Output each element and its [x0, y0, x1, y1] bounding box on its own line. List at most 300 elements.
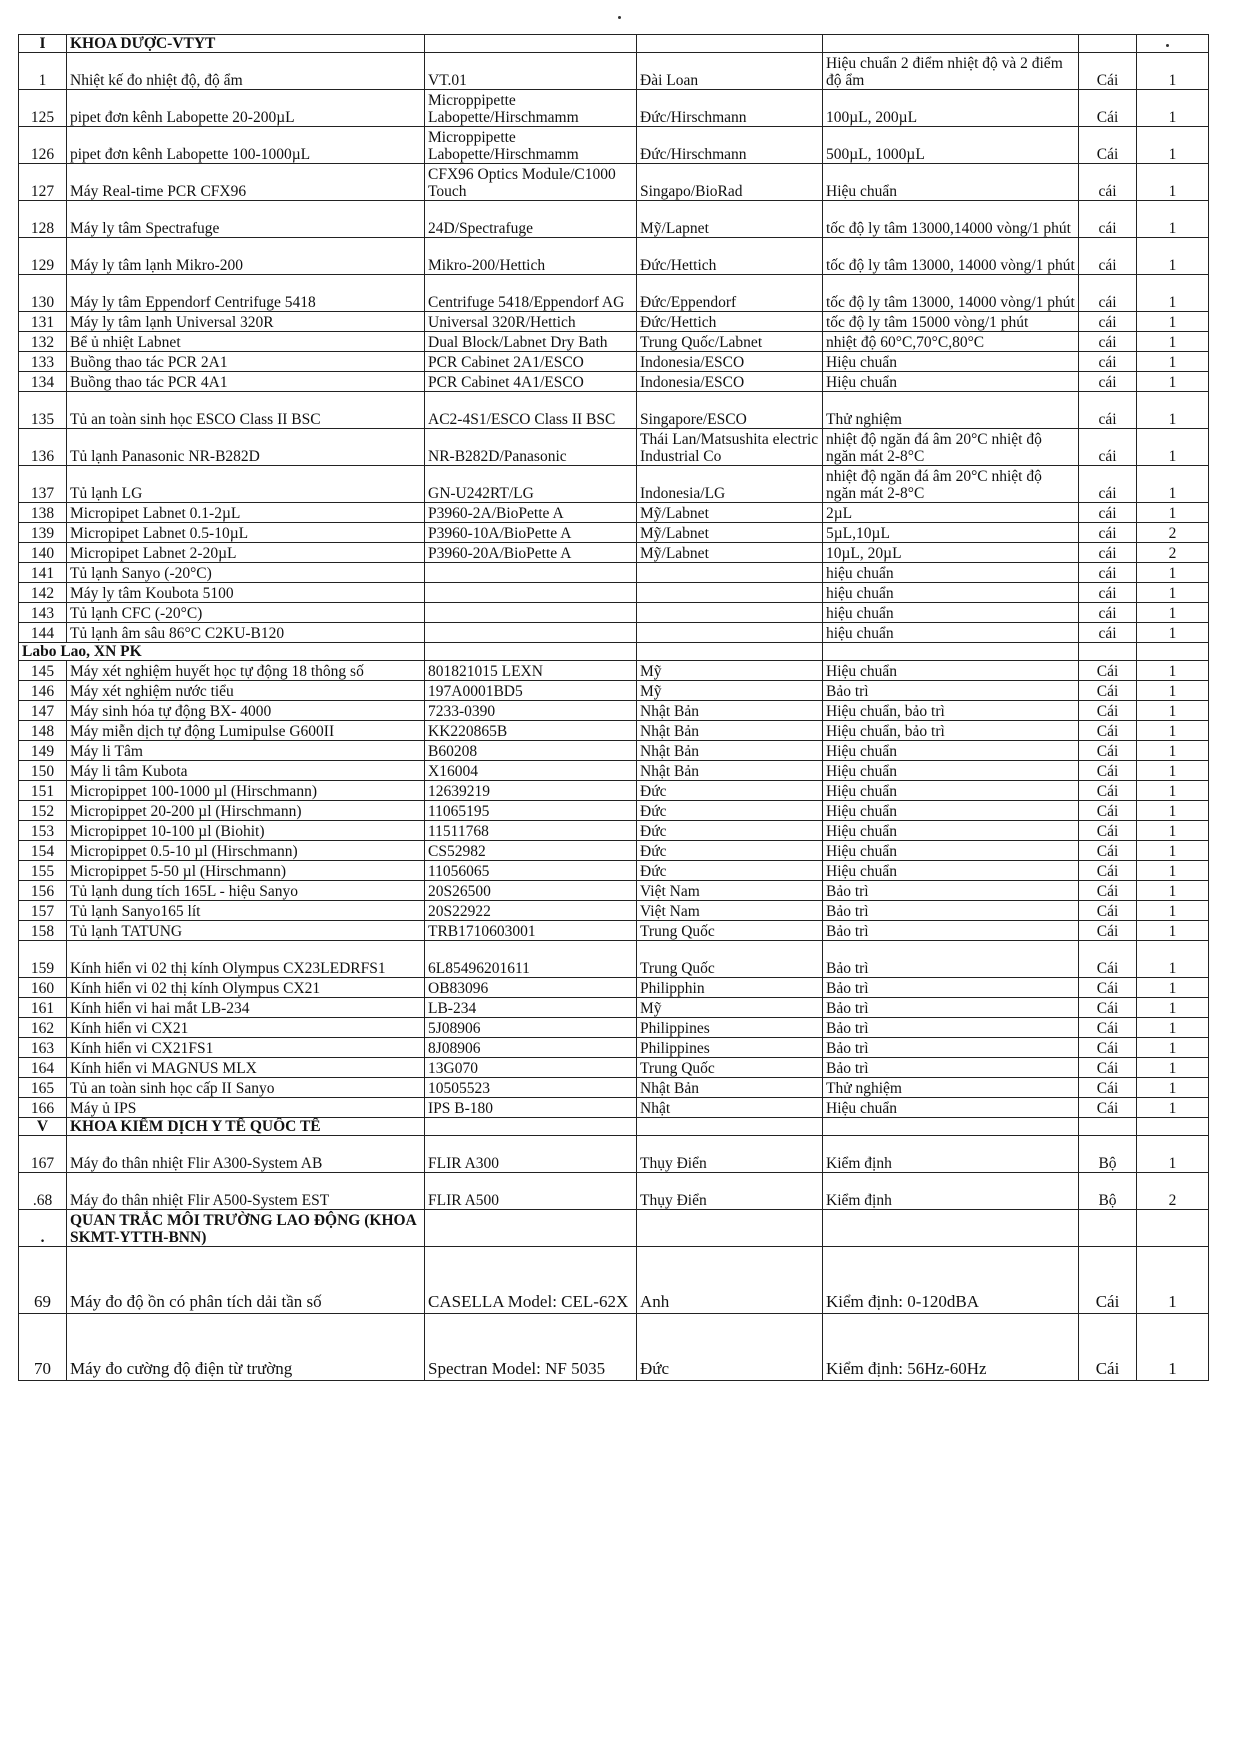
- equipment-name-cell: Nhiệt kế đo nhiệt độ, độ ẩm: [67, 53, 425, 90]
- equipment-name-cell: Tủ lạnh CFC (-20°C): [67, 603, 425, 623]
- unit-cell: Cái: [1079, 53, 1137, 90]
- equipment-name-cell: Máy ly tâm lạnh Universal 320R: [67, 312, 425, 332]
- model-serial-cell: CASELLA Model: CEL-62X: [425, 1247, 637, 1314]
- unit-cell: cái: [1079, 623, 1137, 643]
- table-row: [19, 466, 1209, 503]
- quantity-cell: 1: [1137, 681, 1209, 701]
- table-row: [19, 721, 1209, 741]
- row-number-cell: 146: [19, 681, 67, 701]
- service-spec-cell: Kiểm định: [823, 1136, 1079, 1173]
- model-serial-cell: GN-U242RT/LG: [425, 466, 637, 503]
- row-number-cell: 143: [19, 603, 67, 623]
- origin-cell: Đài Loan: [637, 53, 823, 90]
- service-spec-cell: Hiệu chuẩn: [823, 761, 1079, 781]
- origin-cell: Đức/Hettich: [637, 238, 823, 275]
- unit-cell: Cái: [1079, 761, 1137, 781]
- equipment-name-cell: Micropippet 20-200 µl (Hirschmann): [67, 801, 425, 821]
- unit-cell: cái: [1079, 275, 1137, 312]
- quantity-cell: 1: [1137, 238, 1209, 275]
- origin-cell: [637, 1210, 823, 1247]
- origin-cell: Indonesia/ESCO: [637, 352, 823, 372]
- row-number-cell: 161: [19, 998, 67, 1018]
- row-number-cell: 152: [19, 801, 67, 821]
- equipment-name-cell: Máy đo cường độ điện từ trường: [67, 1314, 425, 1381]
- quantity-cell: 1: [1137, 1247, 1209, 1314]
- service-spec-cell: Hiệu chuẩn: [823, 1098, 1079, 1118]
- equipment-name-cell: Micropipet Labnet 0.5-10µL: [67, 523, 425, 543]
- quantity-cell: 1: [1137, 623, 1209, 643]
- origin-cell: Mỹ/Labnet: [637, 503, 823, 523]
- service-spec-cell: 500µL, 1000µL: [823, 127, 1079, 164]
- origin-cell: Đức/Eppendorf: [637, 275, 823, 312]
- table-row: [19, 741, 1209, 761]
- quantity-cell: 1: [1137, 164, 1209, 201]
- table-row: [19, 429, 1209, 466]
- model-serial-cell: FLIR A500: [425, 1173, 637, 1210]
- unit-cell: cái: [1079, 563, 1137, 583]
- origin-cell: Việt Nam: [637, 881, 823, 901]
- unit-cell: Cái: [1079, 861, 1137, 881]
- equipment-name-cell: Tủ lạnh dung tích 165L - hiệu Sanyo: [67, 881, 425, 901]
- origin-cell: Singapo/BioRad: [637, 164, 823, 201]
- quantity-cell: 2: [1137, 543, 1209, 563]
- service-spec-cell: [823, 35, 1079, 53]
- model-serial-cell: P3960-20A/BioPette A: [425, 543, 637, 563]
- unit-cell: Cái: [1079, 841, 1137, 861]
- table-row: [19, 821, 1209, 841]
- row-number-cell: 162: [19, 1018, 67, 1038]
- unit-cell: Cái: [1079, 1247, 1137, 1314]
- unit-cell: Bộ: [1079, 1136, 1137, 1173]
- model-serial-cell: CS52982: [425, 841, 637, 861]
- origin-cell: Trung Quốc: [637, 1058, 823, 1078]
- model-serial-cell: Microppipette Labopette/Hirschmamm: [425, 90, 637, 127]
- equipment-name-cell: Máy đo thân nhiệt Flir A300-System AB: [67, 1136, 425, 1173]
- quantity-cell: 1: [1137, 978, 1209, 998]
- origin-cell: Nhật Bản: [637, 701, 823, 721]
- service-spec-cell: hiệu chuẩn: [823, 623, 1079, 643]
- quantity-cell: 1: [1137, 603, 1209, 623]
- quantity-cell: 1: [1137, 372, 1209, 392]
- unit-cell: cái: [1079, 372, 1137, 392]
- origin-cell: [637, 583, 823, 603]
- quantity-cell: 1: [1137, 127, 1209, 164]
- quantity-cell: 1: [1137, 921, 1209, 941]
- section-row: [19, 1118, 1209, 1136]
- service-spec-cell: Thử nghiệm: [823, 392, 1079, 429]
- equipment-name-cell: Micropippet 5-50 µl (Hirschmann): [67, 861, 425, 881]
- quantity-cell: 1: [1137, 1314, 1209, 1381]
- model-serial-cell: [425, 643, 637, 661]
- equipment-name-cell: Máy miễn dịch tự động Lumipulse G600II: [67, 721, 425, 741]
- service-spec-cell: Hiệu chuẩn: [823, 801, 1079, 821]
- quantity-cell: 1: [1137, 312, 1209, 332]
- row-number-cell: 141: [19, 563, 67, 583]
- table-row: [19, 1136, 1209, 1173]
- service-spec-cell: Thử nghiệm: [823, 1078, 1079, 1098]
- origin-cell: Indonesia/ESCO: [637, 372, 823, 392]
- equipment-name-cell: Bể ủ nhiệt Labnet: [67, 332, 425, 352]
- model-serial-cell: FLIR A300: [425, 1136, 637, 1173]
- equipment-name-cell: Kính hiển vi 02 thị kính Olympus CX23LEDRFS1: [67, 941, 425, 978]
- quantity-cell: [1137, 643, 1209, 661]
- unit-cell: cái: [1079, 312, 1137, 332]
- table-row: [19, 523, 1209, 543]
- model-serial-cell: [425, 1118, 637, 1136]
- equipment-name-cell: Máy xét nghiệm nước tiểu: [67, 681, 425, 701]
- unit-cell: Cái: [1079, 998, 1137, 1018]
- origin-cell: Mỹ/Labnet: [637, 523, 823, 543]
- equipment-name-cell: Buồng thao tác PCR 4A1: [67, 372, 425, 392]
- table-row: [19, 623, 1209, 643]
- table-row: [19, 352, 1209, 372]
- table-row: [19, 53, 1209, 90]
- model-serial-cell: P3960-10A/BioPette A: [425, 523, 637, 543]
- equipment-name-cell: Micropipet Labnet 2-20µL: [67, 543, 425, 563]
- row-number-cell: 154: [19, 841, 67, 861]
- model-serial-cell: PCR Cabinet 4A1/ESCO: [425, 372, 637, 392]
- row-number-cell: 129: [19, 238, 67, 275]
- quantity-cell: 1: [1137, 821, 1209, 841]
- quantity-cell: 1: [1137, 861, 1209, 881]
- service-spec-cell: Hiệu chuẩn: [823, 164, 1079, 201]
- origin-cell: Đức: [637, 841, 823, 861]
- row-number-cell: 140: [19, 543, 67, 563]
- service-spec-cell: Kiểm định: 0-120dBA: [823, 1247, 1079, 1314]
- row-number-cell: 165: [19, 1078, 67, 1098]
- service-spec-cell: tốc độ ly tâm 13000,14000 vòng/1 phút: [823, 201, 1079, 238]
- service-spec-cell: nhiệt độ 60°C,70°C,80°C: [823, 332, 1079, 352]
- equipment-name-cell: Máy đo độ ồn có phân tích dải tần số: [67, 1247, 425, 1314]
- unit-cell: Cái: [1079, 661, 1137, 681]
- quantity-cell: 1: [1137, 1136, 1209, 1173]
- service-spec-cell: Bảo trì: [823, 881, 1079, 901]
- section-title: Labo Lao, XN PK: [19, 643, 425, 661]
- quantity-cell: 1: [1137, 563, 1209, 583]
- service-spec-cell: [823, 1118, 1079, 1136]
- unit-cell: Cái: [1079, 901, 1137, 921]
- unit-cell: Cái: [1079, 90, 1137, 127]
- unit-cell: Cái: [1079, 1058, 1137, 1078]
- origin-cell: Philippines: [637, 1018, 823, 1038]
- origin-cell: [637, 603, 823, 623]
- equipment-name-cell: Tủ lạnh LG: [67, 466, 425, 503]
- service-spec-cell: Bảo trì: [823, 1038, 1079, 1058]
- table-row: [19, 1078, 1209, 1098]
- unit-cell: cái: [1079, 392, 1137, 429]
- section-row: [19, 1210, 1209, 1247]
- unit-cell: cái: [1079, 164, 1137, 201]
- model-serial-cell: 11065195: [425, 801, 637, 821]
- row-number-cell: 137: [19, 466, 67, 503]
- unit-cell: Cái: [1079, 1038, 1137, 1058]
- table-row: [19, 332, 1209, 352]
- equipment-name-cell: Kính hiển vi 02 thị kính Olympus CX21: [67, 978, 425, 998]
- equipment-name-cell: Máy xét nghiệm huyết học tự động 18 thông số: [67, 661, 425, 681]
- unit-cell: [1079, 1210, 1137, 1247]
- service-spec-cell: 10µL, 20µL: [823, 543, 1079, 563]
- quantity-cell: 2: [1137, 523, 1209, 543]
- origin-cell: Philipphin: [637, 978, 823, 998]
- model-serial-cell: 11056065: [425, 861, 637, 881]
- model-serial-cell: 7233-0390: [425, 701, 637, 721]
- model-serial-cell: 12639219: [425, 781, 637, 801]
- model-serial-cell: Universal 320R/Hettich: [425, 312, 637, 332]
- service-spec-cell: Hiệu chuẩn: [823, 661, 1079, 681]
- quantity-cell: 1: [1137, 503, 1209, 523]
- table-row: [19, 861, 1209, 881]
- quantity-cell: 1: [1137, 701, 1209, 721]
- quantity-cell: 1: [1137, 781, 1209, 801]
- equipment-name-cell: Kính hiển vi CX21: [67, 1018, 425, 1038]
- origin-cell: Thụy Điển: [637, 1136, 823, 1173]
- origin-cell: Mỹ: [637, 681, 823, 701]
- service-spec-cell: Hiệu chuẩn: [823, 821, 1079, 841]
- service-spec-cell: Hiệu chuẩn: [823, 861, 1079, 881]
- quantity-cell: 1: [1137, 53, 1209, 90]
- quantity-cell: 1: [1137, 998, 1209, 1018]
- unit-cell: [1079, 643, 1137, 661]
- unit-cell: Cái: [1079, 978, 1137, 998]
- table-row: [19, 127, 1209, 164]
- unit-cell: Cái: [1079, 1078, 1137, 1098]
- table-row: [19, 392, 1209, 429]
- row-number-cell: 138: [19, 503, 67, 523]
- row-number-cell: 135: [19, 392, 67, 429]
- row-number-cell: V: [19, 1118, 67, 1136]
- row-number-cell: 149: [19, 741, 67, 761]
- quantity-cell: 1: [1137, 352, 1209, 372]
- row-number-cell: 163: [19, 1038, 67, 1058]
- origin-cell: Đức/Hirschmann: [637, 127, 823, 164]
- section-row: [19, 35, 1209, 53]
- row-number-cell: 160: [19, 978, 67, 998]
- model-serial-cell: IPS B-180: [425, 1098, 637, 1118]
- quantity-cell: [1137, 1210, 1209, 1247]
- equipment-table: [18, 34, 1209, 1381]
- section-row: [19, 643, 1209, 661]
- table-row: [19, 921, 1209, 941]
- origin-cell: Mỹ: [637, 661, 823, 681]
- model-serial-cell: 5J08906: [425, 1018, 637, 1038]
- service-spec-cell: 5µL,10µL: [823, 523, 1079, 543]
- model-serial-cell: AC2-4S1/ESCO Class II BSC: [425, 392, 637, 429]
- equipment-name-cell: Kính hiển vi CX21FS1: [67, 1038, 425, 1058]
- table-row: [19, 781, 1209, 801]
- row-number-cell: 153: [19, 821, 67, 841]
- table-row: [19, 1098, 1209, 1118]
- model-serial-cell: KK220865B: [425, 721, 637, 741]
- origin-cell: Thái Lan/Matsushita electric Industrial Co: [637, 429, 823, 466]
- model-serial-cell: 13G070: [425, 1058, 637, 1078]
- quantity-cell: 1: [1137, 332, 1209, 352]
- quantity-cell: 1: [1137, 583, 1209, 603]
- quantity-cell: 1: [1137, 1058, 1209, 1078]
- unit-cell: Cái: [1079, 1098, 1137, 1118]
- model-serial-cell: OB83096: [425, 978, 637, 998]
- row-number-cell: 130: [19, 275, 67, 312]
- model-serial-cell: 24D/Spectrafuge: [425, 201, 637, 238]
- row-number-cell: I: [19, 35, 67, 53]
- equipment-name-cell: pipet đơn kênh Labopette 20-200µL: [67, 90, 425, 127]
- row-number-cell: 164: [19, 1058, 67, 1078]
- equipment-name-cell: Tủ lạnh Sanyo165 lít: [67, 901, 425, 921]
- row-number-cell: 159: [19, 941, 67, 978]
- service-spec-cell: nhiệt độ ngăn đá âm 20°C nhiệt độ ngăn mát 2-8°C: [823, 466, 1079, 503]
- table-row: [19, 901, 1209, 921]
- model-serial-cell: [425, 583, 637, 603]
- quantity-cell: 1: [1137, 881, 1209, 901]
- service-spec-cell: Hiệu chuẩn: [823, 372, 1079, 392]
- service-spec-cell: 100µL, 200µL: [823, 90, 1079, 127]
- row-number-cell: 133: [19, 352, 67, 372]
- equipment-name-cell: Micropippet 10-100 µl (Biohit): [67, 821, 425, 841]
- scan-speck: [618, 16, 621, 19]
- table-row: [19, 661, 1209, 681]
- table-row: [19, 583, 1209, 603]
- row-number-cell: 166: [19, 1098, 67, 1118]
- model-serial-cell: Mikro-200/Hettich: [425, 238, 637, 275]
- quantity-cell: 2: [1137, 1173, 1209, 1210]
- unit-cell: Cái: [1079, 1314, 1137, 1381]
- row-number-cell: 136: [19, 429, 67, 466]
- equipment-name-cell: Máy li Tâm: [67, 741, 425, 761]
- equipment-name-cell: Tủ lạnh âm sâu 86°C C2KU-B120: [67, 623, 425, 643]
- origin-cell: Philippines: [637, 1038, 823, 1058]
- equipment-name-cell: Buồng thao tác PCR 2A1: [67, 352, 425, 372]
- origin-cell: Nhật Bản: [637, 1078, 823, 1098]
- model-serial-cell: Spectran Model: NF 5035: [425, 1314, 637, 1381]
- quantity-cell: 1: [1137, 275, 1209, 312]
- row-number-cell: 70: [19, 1314, 67, 1381]
- service-spec-cell: hiệu chuẩn: [823, 603, 1079, 623]
- row-number-cell: 156: [19, 881, 67, 901]
- unit-cell: Cái: [1079, 127, 1137, 164]
- equipment-name-cell: Máy ly tâm Spectrafuge: [67, 201, 425, 238]
- service-spec-cell: 2µL: [823, 503, 1079, 523]
- origin-cell: Mỹ: [637, 998, 823, 1018]
- model-serial-cell: 6L85496201611: [425, 941, 637, 978]
- unit-cell: cái: [1079, 523, 1137, 543]
- model-serial-cell: Dual Block/Labnet Dry Bath: [425, 332, 637, 352]
- row-number-cell: 155: [19, 861, 67, 881]
- equipment-name-cell: pipet đơn kênh Labopette 100-1000µL: [67, 127, 425, 164]
- row-number-cell: 151: [19, 781, 67, 801]
- service-spec-cell: hiệu chuẩn: [823, 583, 1079, 603]
- row-number-cell: 128: [19, 201, 67, 238]
- inventory-sheet: [18, 34, 1208, 1381]
- quantity-cell: 1: [1137, 941, 1209, 978]
- row-number-cell: 148: [19, 721, 67, 741]
- model-serial-cell: LB-234: [425, 998, 637, 1018]
- quantity-cell: 1: [1137, 392, 1209, 429]
- unit-cell: cái: [1079, 332, 1137, 352]
- origin-cell: [637, 1118, 823, 1136]
- service-spec-cell: Hiệu chuẩn 2 điểm nhiệt độ và 2 điểm độ ẩm: [823, 53, 1079, 90]
- row-number-cell: 125: [19, 90, 67, 127]
- service-spec-cell: tốc độ ly tâm 13000, 14000 vòng/1 phút: [823, 238, 1079, 275]
- quantity-cell: 1: [1137, 429, 1209, 466]
- equipment-table-body: [19, 35, 1209, 1381]
- origin-cell: Nhật Bản: [637, 721, 823, 741]
- row-number-cell: .: [19, 1210, 67, 1247]
- model-serial-cell: 8J08906: [425, 1038, 637, 1058]
- row-number-cell: 132: [19, 332, 67, 352]
- service-spec-cell: Hiệu chuẩn, bảo trì: [823, 701, 1079, 721]
- quantity-cell: 1: [1137, 1078, 1209, 1098]
- unit-cell: cái: [1079, 583, 1137, 603]
- unit-cell: cái: [1079, 238, 1137, 275]
- table-row: [19, 881, 1209, 901]
- table-row: [19, 1314, 1209, 1381]
- quantity-cell: 1: [1137, 761, 1209, 781]
- equipment-name-cell: Micropippet 0.5-10 µl (Hirschmann): [67, 841, 425, 861]
- unit-cell: [1079, 35, 1137, 53]
- table-row: [19, 563, 1209, 583]
- equipment-name-cell: Micropipet Labnet 0.1-2µL: [67, 503, 425, 523]
- row-number-cell: .68: [19, 1173, 67, 1210]
- service-spec-cell: [823, 1210, 1079, 1247]
- table-row: [19, 1038, 1209, 1058]
- model-serial-cell: CFX96 Optics Module/C1000 Touch: [425, 164, 637, 201]
- service-spec-cell: Bảo trì: [823, 681, 1079, 701]
- unit-cell: cái: [1079, 429, 1137, 466]
- service-spec-cell: Bảo trì: [823, 978, 1079, 998]
- row-number-cell: 139: [19, 523, 67, 543]
- unit-cell: Cái: [1079, 681, 1137, 701]
- service-spec-cell: hiệu chuẩn: [823, 563, 1079, 583]
- service-spec-cell: Hiệu chuẩn: [823, 352, 1079, 372]
- quantity-cell: 1: [1137, 201, 1209, 238]
- equipment-name-cell: Tủ an toàn sinh học cấp II Sanyo: [67, 1078, 425, 1098]
- quantity-cell: 1: [1137, 841, 1209, 861]
- table-row: [19, 941, 1209, 978]
- table-row: [19, 681, 1209, 701]
- quantity-cell: 1: [1137, 1018, 1209, 1038]
- table-row: [19, 701, 1209, 721]
- row-number-cell: 157: [19, 901, 67, 921]
- quantity-cell: [1137, 35, 1209, 53]
- unit-cell: Cái: [1079, 781, 1137, 801]
- quantity-cell: 1: [1137, 90, 1209, 127]
- table-row: [19, 238, 1209, 275]
- table-row: [19, 201, 1209, 238]
- table-row: [19, 1173, 1209, 1210]
- model-serial-cell: P3960-2A/BioPette A: [425, 503, 637, 523]
- model-serial-cell: NR-B282D/Panasonic: [425, 429, 637, 466]
- service-spec-cell: Kiểm định: 56Hz-60Hz: [823, 1314, 1079, 1381]
- origin-cell: Đức/Hirschmann: [637, 90, 823, 127]
- model-serial-cell: VT.01: [425, 53, 637, 90]
- origin-cell: [637, 563, 823, 583]
- unit-cell: Cái: [1079, 1018, 1137, 1038]
- quantity-cell: 1: [1137, 801, 1209, 821]
- model-serial-cell: 197A0001BD5: [425, 681, 637, 701]
- unit-cell: [1079, 1118, 1137, 1136]
- unit-cell: Cái: [1079, 801, 1137, 821]
- equipment-name-cell: Máy ly tâm Eppendorf Centrifuge 5418: [67, 275, 425, 312]
- model-serial-cell: [425, 35, 637, 53]
- row-number-cell: 131: [19, 312, 67, 332]
- origin-cell: Đức: [637, 1314, 823, 1381]
- row-number-cell: 150: [19, 761, 67, 781]
- equipment-name-cell: Kính hiển vi hai mắt LB-234: [67, 998, 425, 1018]
- quantity-cell: 1: [1137, 721, 1209, 741]
- table-row: [19, 998, 1209, 1018]
- table-row: [19, 372, 1209, 392]
- origin-cell: Singapore/ESCO: [637, 392, 823, 429]
- row-number-cell: 126: [19, 127, 67, 164]
